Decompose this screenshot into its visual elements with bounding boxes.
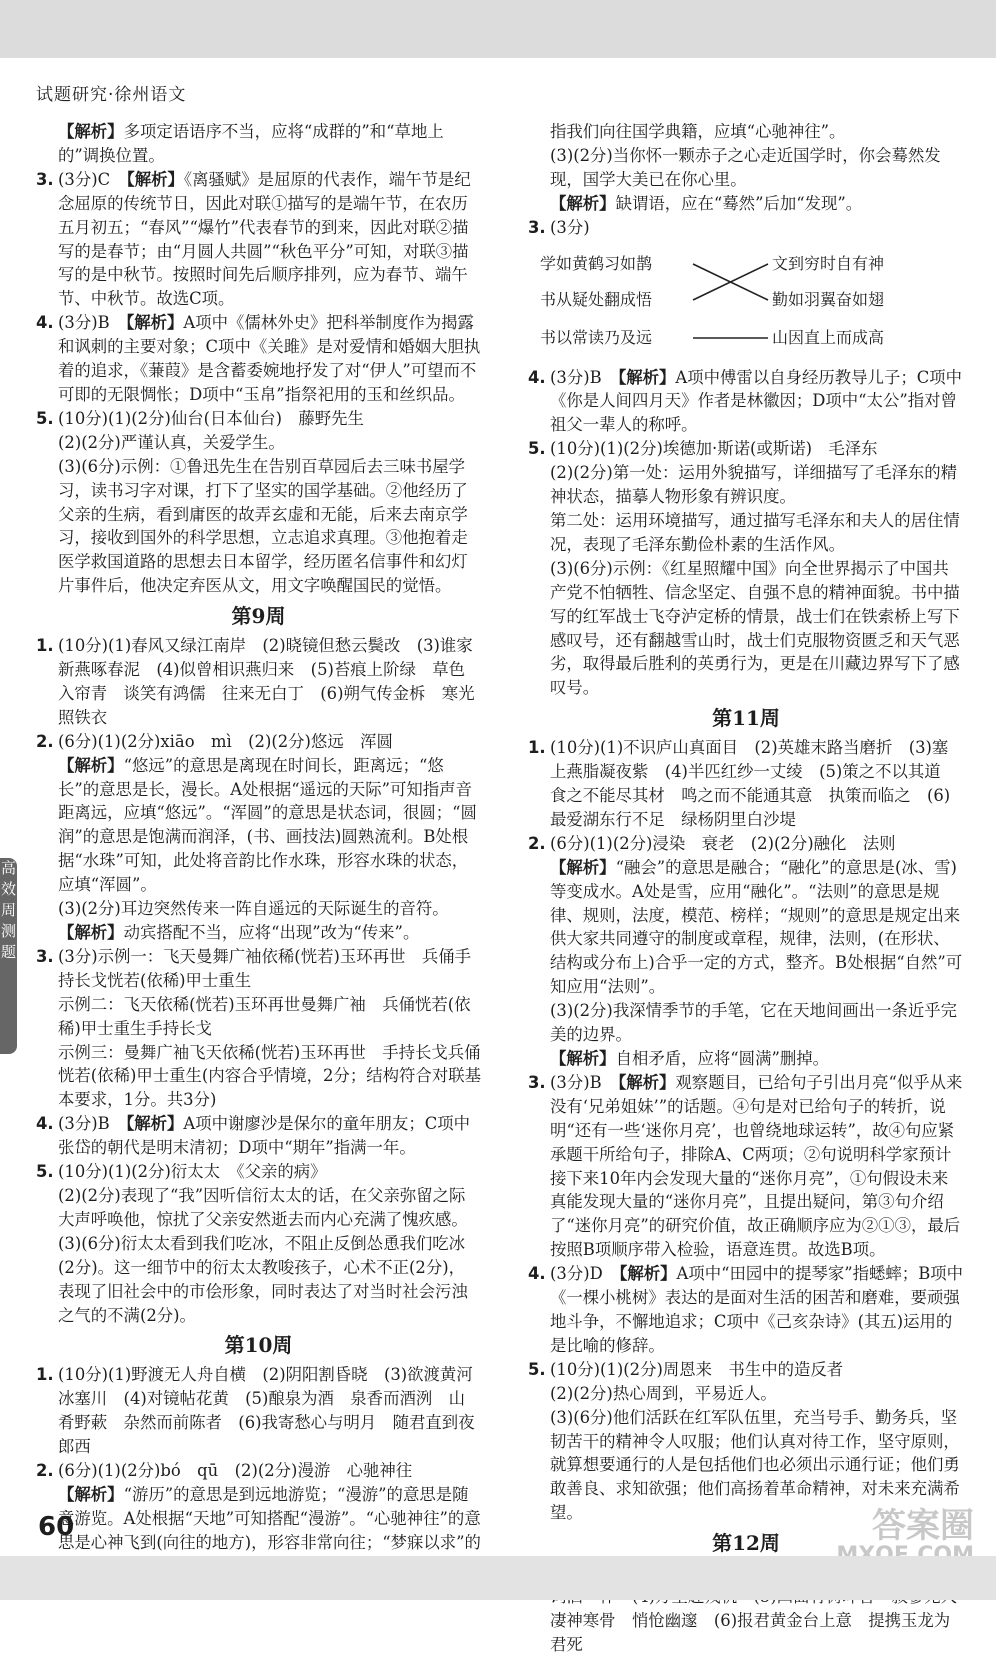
answer-paragraph	[528, 1262, 964, 1358]
answer-paragraph	[36, 921, 481, 945]
answer-paragraph	[528, 509, 964, 557]
analysis-tag: 【解析】	[550, 1049, 616, 1068]
answer-paragraph	[36, 754, 481, 897]
answer-paragraph	[36, 993, 481, 1041]
analysis-tag: 【解析】	[550, 193, 616, 213]
week-heading: 第12周	[712, 1531, 780, 1556]
answer-paragraph	[36, 1459, 481, 1483]
answer-text: (6分)(1)(2分)xiāo mì (2)(2分)悠远 浑圆	[58, 731, 393, 751]
match-left-item: 书从疑处翻成悟	[540, 289, 653, 309]
analysis-tag: 【解析】	[126, 1114, 184, 1134]
bottom-band	[0, 1556, 996, 1600]
answer-text: (2)(2分)第一处：运用外貌描写，详细描写了毛泽东的精神状态，描摹人物形象有辨识度。	[550, 463, 958, 507]
week-heading: 第11周	[712, 706, 780, 731]
answer-paragraph	[528, 461, 964, 509]
analysis-tag: 【解析】	[58, 1484, 124, 1504]
question-number: 4.	[36, 1114, 54, 1134]
answer-paragraph	[528, 366, 964, 438]
page-number: 60	[38, 1512, 75, 1542]
question-number: 5.	[36, 408, 54, 428]
answer-paragraph	[528, 120, 964, 144]
question-number: 5.	[36, 1162, 54, 1182]
analysis-tag: 【解析】	[58, 923, 124, 942]
answer-text: (10分)(1)(2分)衍太太 《父亲的病》	[58, 1162, 327, 1182]
answer-paragraph	[36, 1112, 481, 1160]
answer-text: (3分)B	[550, 1072, 619, 1092]
match-right-item: 山因直上而成高	[772, 327, 885, 347]
answer-text: (3分)D	[550, 1264, 620, 1284]
side-tab	[0, 858, 17, 1054]
answer-text: (3)(6分)衍太太看到我们吃冰，不阻止反倒怂恿我们吃冰(2分)。这一细节中的衍太太教唆孩子，心术不正(2分)，表现了旧社会中的市侩形象，同时表达了对当时社会污浊之气的不满(2分)。	[58, 1233, 468, 1325]
analysis-tag: 【解析】	[550, 857, 616, 877]
watermark-brand: 答案圈	[872, 1506, 974, 1546]
question-number: 4.	[36, 313, 54, 333]
question-number: 4.	[528, 367, 546, 387]
answer-text: 第二处：运用环境描写，通过描写毛泽东和夫人的居住情况，表现了毛泽东勤俭朴素的生活作风。	[550, 510, 960, 554]
answer-text: (10分)(1)(2分)埃德加·斯诺(或斯诺) 毛泽东	[550, 439, 878, 459]
answer-text: 示例三：曼舞广袖飞天依稀(恍若)玉环再世 手持长戈兵俑恍若(依稀)甲士重生(内容合乎情境，2分；结构符合对联基本要求，1分。共3分)	[58, 1042, 481, 1110]
answer-paragraph	[36, 311, 481, 407]
answer-text: A项中“田园中的提琴家”指蟋蟀；B项中《一棵小桃树》表达的是面对生活的困苦和磨难，要顽强地斗争，不懈地追求；C项中《己亥杂诗》(其五)运用的是比喻的修辞。	[550, 1264, 964, 1355]
question-number: 1.	[36, 636, 54, 656]
question-number: 1.	[36, 1365, 54, 1385]
answer-text: (3分)B	[58, 313, 127, 333]
answer-paragraph	[36, 634, 481, 730]
answer-text: (3)(6分)他们活跃在红军队伍里，充当号手、勤务兵，坚韧苦干的精神令人叹服；他们认真对待工作，坚守原则，就算想要通行的人是包括他们也必须出示通行证；他们勇敢善良、求知欲强；他们高扬着革命精神，对未来充满希望。	[550, 1407, 960, 1523]
matching-diagram	[528, 242, 964, 362]
analysis-tag: 【解析】	[126, 169, 184, 189]
answer-paragraph	[36, 1041, 481, 1113]
answer-paragraph	[36, 407, 481, 431]
running-header: 试题研究·徐州语文	[36, 85, 187, 105]
question-number: 3.	[36, 169, 54, 189]
answer-paragraph	[528, 144, 964, 192]
answer-text: 示例二：飞天依稀(恍若)玉环再世曼舞广袖 兵俑恍若(依稀)甲士重生手持长戈	[58, 994, 471, 1038]
answer-text: (6分)(1)(2分)浸染 衰老 (2)(2分)融化 法则	[550, 833, 896, 853]
answer-paragraph	[528, 216, 964, 240]
question-number: 1.	[528, 738, 546, 758]
answer-text: (3分)C	[58, 169, 127, 189]
match-left-item: 书以常读乃及远	[540, 327, 653, 347]
answer-paragraph	[36, 1232, 481, 1328]
answer-text: 观察题目，已给句子引出月亮“似乎从来没有‘兄弟姐妹’”的话题。④句是对已给句子的转折，说明“还有一些‘迷你月亮’，也曾绕地球运转”，故④句应紧承题干所给句子，排除A、C两项；②句说明科学家预计接下来10年内会发现大量的“迷你月亮”，①句假设未来真能发现大量的“迷你月亮”，且提出疑问，第③句介绍了“迷你月亮”的研究价值，故正确顺序应为②①③，最后按照B项顺序带入检验，语意连贯。故选B项。	[550, 1072, 963, 1260]
side-tab-char: 测	[0, 922, 16, 940]
week-heading: 第9周	[231, 604, 286, 629]
question-number: 2.	[528, 833, 546, 853]
answer-paragraph	[528, 192, 964, 216]
answer-text: (2)(2分)热心周到，平易近人。	[550, 1383, 777, 1403]
answer-text: 《离骚赋》是屈原的代表作，端午节是纪念屈原的传统节日，因此对联①描写的是端午节，在农历五月初五；“春风”“爆竹”代表春节的到来，因此对联②描写的是春节；由“月圆人共圆”“秋色平分”可知，对联③描写的是中秋节。按照时间先后顺序排列，应为春节、端午节、中秋节。故选C项。	[58, 169, 471, 309]
side-tab-char: 效	[0, 880, 16, 898]
answer-text: 指我们向往国学典籍，应填“心驰神往”。	[550, 122, 846, 141]
answer-text: (3)(2分)当你怀一颗赤子之心走近国学时，你会蓦然发现，国学大美已在你心里。	[550, 145, 941, 189]
answer-text: (10分)(1)野渡无人舟自横 (2)阴阳割昏晓 (3)欲渡黄河冰塞川 (4)对镜帖花黄 (5)酿泉为酒 泉香而酒洌 山肴野蔌 杂然而前陈者 (6)我寄愁心与明月 随君直到夜郎西	[58, 1365, 475, 1457]
question-number: 3.	[36, 946, 54, 966]
answer-text: A项中《儒林外史》把科举制度作为揭露和讽刺的主要对象；C项中《关雎》是对爱情和婚姻大胆执着的追求，《蒹葭》是含蓄委婉地抒发了对“伊人”可望而不可即的无限惆怅；D项中“玉帛”指祭祀用的玉和丝织品。	[58, 313, 481, 404]
analysis-tag: 【解析】	[619, 1264, 677, 1284]
analysis-tag: 【解析】	[126, 313, 184, 333]
left-column	[36, 120, 481, 1579]
answer-text: 多项定语语序不当，应将“成群的”和“草地上的”调换位置。	[58, 122, 444, 165]
answer-paragraph	[528, 856, 964, 999]
answer-paragraph	[528, 557, 964, 700]
answer-text: (10分)(1)(2分)周恩来 书生中的造反者	[550, 1359, 844, 1379]
answer-text: (6分)(1)(2分)bó qū (2)(2分)漫游 心驰神往	[58, 1461, 413, 1481]
answer-paragraph	[36, 1363, 481, 1459]
answer-text: (3分)示例一：飞天曼舞广袖依稀(恍若)玉环再世 兵俑手持长戈恍若(依稀)甲士重生	[58, 946, 471, 990]
answer-text: A项中傅雷以自身经历教导儿子；C项中《你是人间四月天》作者是林徽因；D项中“太公”指对曾祖父一辈人的称呼。	[550, 367, 963, 435]
answer-paragraph	[36, 168, 481, 311]
analysis-tag: 【解析】	[618, 367, 676, 387]
answer-text: (3分)B	[550, 367, 619, 387]
answer-paragraph	[36, 1160, 481, 1184]
analysis-tag: 【解析】	[618, 1072, 676, 1092]
answer-text: (10分)(1)春风又绿江南岸 (2)晓镜但愁云鬓改 (3)谁家新燕啄春泥 (4)似曾相识燕归来 (5)苔痕上阶绿 草色入帘青 谈笑有鸿儒 往来无白丁 (6)朔气传金柝 寒光照铁衣	[58, 636, 475, 727]
answer-paragraph	[528, 832, 964, 856]
answer-paragraph	[528, 1047, 964, 1071]
right-column	[528, 120, 964, 1657]
match-left-item: 学如黄鹤习如鹊	[540, 253, 653, 273]
answer-text: (3)(2分)我深情季节的手笔，它在天地间画出一条近乎完美的边界。	[550, 1001, 958, 1045]
question-number: 3.	[528, 1072, 546, 1092]
answer-paragraph	[36, 1184, 481, 1232]
answer-text: (10分)(1)(2分)仙台(日本仙台) 藤野先生	[58, 408, 364, 428]
analysis-tag: 【解析】	[58, 755, 124, 775]
answer-text: (10分)(1)不识庐山真面目 (2)英雄末路当磨折 (3)塞上燕脂凝夜紫 (4)半匹红纱一丈绫 (5)策之不以其道 食之不能尽其材 鸣之而不能通其意 执策而临之 (6)最爱湖东行不足 绿杨阴里白沙堤	[550, 738, 958, 829]
answer-text: (3)(2分)耳边突然传来一阵自遥远的天际诞生的音符。	[58, 899, 449, 919]
match-right-item: 文到穷时自有神	[772, 253, 885, 273]
answer-text: (3)(6分)示例：《红星照耀中国》向全世界揭示了中国共产党不怕牺牲、信念坚定、自强不息的精神面貌。书中描写的红军战士飞夺泸定桥的情景，战士们在铁索桥上写下感叹号，还有翻越雪山时，战士们克服物资匮乏和天气恶劣，取得最后胜利的英勇行为，更是在川藏边界写下了感叹号。	[550, 558, 960, 698]
question-number: 5.	[528, 439, 546, 459]
answer-text: A项中谢廖沙是保尔的童年朋友；C项中张岱的朝代是明末清初；D项中“期年”指满一年。	[58, 1114, 471, 1158]
answer-text: “融会”的意思是融合；“融化”的意思是(冰、雪)等变成水。A处是雪，应用“融化”。“法则”的意思是规律、规则，法度，模范、榜样；“规则”的意思是规定出来供大家共同遵守的制度或章程，规律，法则，(在形状、结构或分布上)合乎一定的方式，整齐。B处根据“自然”可知应用“法则”。	[550, 857, 963, 997]
question-number: 2.	[36, 731, 54, 751]
answer-paragraph	[36, 455, 481, 598]
answer-paragraph	[528, 437, 964, 461]
question-number: 4.	[528, 1264, 546, 1284]
side-tab-char: 周	[0, 901, 16, 919]
answer-text: (3分)B	[58, 1114, 127, 1134]
answer-paragraph	[36, 897, 481, 921]
question-number: 5.	[528, 1359, 546, 1379]
answer-paragraph	[36, 945, 481, 993]
side-tab-char: 高	[0, 859, 16, 877]
answer-text: (3)(6分)示例：①鲁迅先生在告别百草园后去三味书屋学习，读书习字对课，打下了坚实的国学基础。②他经历了父亲的生病，看到庸医的故弄玄虚和无能，后来去南京学习，接收到国外的科学思想，立志追求真理。③他抱着走医学救国道路的思想去日本留学，经历匿名信事件和幻灯片事件后，他决定弃医从文，用文字唤醒国民的觉悟。	[58, 456, 468, 596]
analysis-tag: 【解析】	[58, 122, 124, 141]
answer-paragraph	[36, 431, 481, 455]
question-number: 3.	[528, 217, 546, 237]
answer-paragraph	[528, 999, 964, 1047]
answer-text: 动宾搭配不当，应将“出现”改为“传来”。	[123, 923, 420, 942]
answer-text: 自相矛盾，应将“圆满”删掉。	[615, 1049, 830, 1068]
answer-paragraph	[528, 1071, 964, 1262]
answer-text: (3分)	[550, 217, 590, 237]
question-number: 2.	[36, 1461, 54, 1481]
answer-text: (2)(2分)表现了“我”因听信衍太太的话，在父亲弥留之际大声呼唤他，惊扰了父亲安然逝去而内心充满了愧疚感。	[58, 1185, 468, 1229]
answer-text: 缺谓语，应在“蓦然”后加“发现”。	[615, 193, 863, 213]
answer-paragraph	[528, 1382, 964, 1406]
answer-text: 凄神寒骨 悄怆幽邃 (6)报君黄金台上意 提携玉龙为君死	[550, 1610, 951, 1654]
answer-paragraph	[528, 1358, 964, 1382]
answer-paragraph	[36, 120, 481, 168]
answer-text: “游历”的意思是到远地游览；“漫游”的意思是随意游览。A处根据“天地”可知搭配“漫游”。“心驰神往”的意思是心神飞到(向往的地方)，形容非常向往；“梦寐以求”的	[58, 1484, 481, 1552]
week-heading: 第10周	[224, 1333, 293, 1358]
match-right-item: 勤如羽翼奋如翅	[772, 289, 885, 309]
side-tab-char: 题	[0, 943, 16, 961]
answer-text: “悠远”的意思是离现在时间长，距离远；“悠长”的意思是长，漫长。A处根据“遥远的天际”可知指声音距离远，应填“悠远”。“浑圆”的意思是状态词，很圆；“圆润”的意思是饱满而润泽，(书、画技法)圆熟流利。B处根据“水珠”可知，此处将音韵比作水珠，形容水珠的状态，应填“浑圆”。	[58, 755, 477, 895]
top-band	[0, 0, 996, 58]
answer-paragraph	[36, 730, 481, 754]
answer-paragraph	[528, 736, 964, 832]
answer-text: (2)(2分)严谨认真，关爱学生。	[58, 432, 285, 452]
